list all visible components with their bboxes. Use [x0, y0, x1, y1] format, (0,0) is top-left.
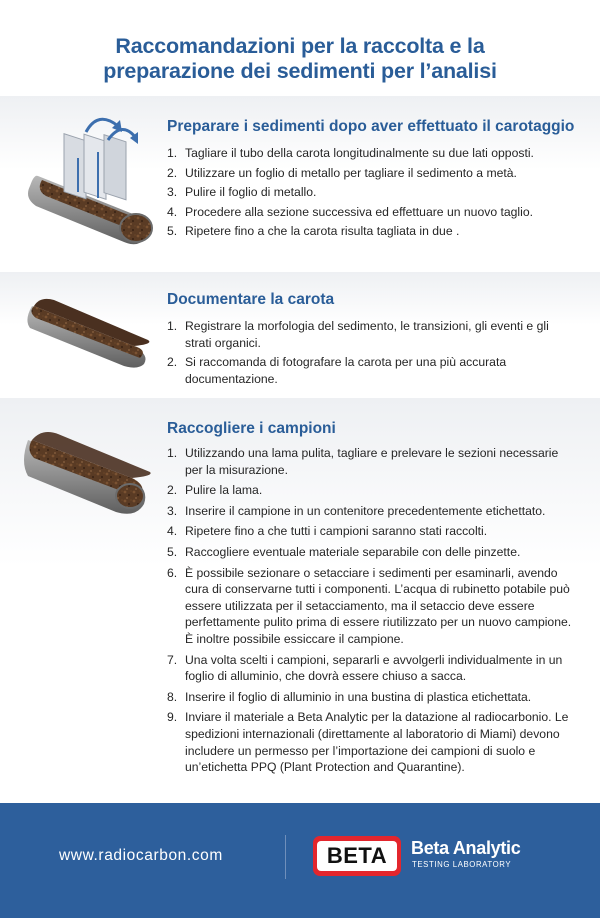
page-title: [0, 34, 600, 84]
steps-list-collect: [167, 445, 577, 776]
list-item: 8. Inserire il foglio di alluminio in una bustina di plastica etichettata.: [167, 689, 532, 704]
beta-logo-text: BETA: [317, 841, 397, 871]
footer: [0, 803, 600, 918]
brand-subtitle: TESTING LABORATORY: [412, 860, 512, 869]
list-item: 2. Utilizzare un foglio di metallo per tagliare il sedimento a metà.: [167, 165, 517, 180]
steps-list-document: [167, 318, 577, 387]
list-item: 2. Pulire la lama.: [167, 483, 263, 498]
website-link[interactable]: www.radiocarbon.com: [59, 847, 223, 864]
list-item: 4. Ripetere fino a che tutti i campioni saranno stati raccolti.: [167, 524, 488, 539]
section-heading-collect: Raccogliere i campioni: [167, 420, 336, 437]
core-cutting-icon: [28, 108, 156, 248]
section-heading-prepare: Preparare i sedimenti dopo aver effettuato il carotaggio: [167, 118, 575, 135]
list-item: 1. Registrare la morfologia del sedimento, le transizioni, gli eventi e gli strati organici.: [167, 319, 549, 350]
core-half-icon: [26, 288, 156, 368]
list-item: 1. Tagliare il tubo della carota longitudinalmente su due lati opposti.: [167, 146, 534, 160]
core-tray-icon: [24, 418, 156, 518]
section-heading-document: Documentare la carota: [167, 291, 335, 308]
page-title-line-1: Raccomandazioni per la raccolta e la: [115, 34, 485, 58]
steps-list-prepare: [167, 145, 577, 240]
page-title-line-2: preparazione dei sedimenti per l’analisi: [103, 59, 497, 83]
list-item: 1. Utilizzando una lama pulita, tagliare e prelevare le sezioni necessarie per la misurazione.: [167, 446, 559, 477]
list-item: 6. È possibile sezionare o setacciare i sedimenti per esaminarli, avendo cura di conservarne tutti i componenti. L’acqua di rubinetto potabile può essere utilizzata per il setacciamento, ma il setaccio deve essere perfettamente pulito prima di essere riutilizzato per un nuovo campione. È inoltre possibile essiccare il campione.: [167, 565, 572, 646]
brand-name: Beta Analytic: [411, 838, 521, 858]
beta-logo-badge: [313, 836, 401, 876]
list-item: 3. Inserire il campione in un contenitore precedentemente etichettato.: [167, 503, 546, 518]
list-item: 9. Inviare il materiale a Beta Analytic per la datazione al radiocarbonio. Le spedizioni internazionali (direttamente al laboratorio di Miami) devono includere un permesso per l’importazione dei campioni di suolo e un’etichetta PPQ (Plant Protection and Quarantine).: [167, 710, 569, 775]
footer-divider: [285, 835, 286, 879]
list-item: 7. Una volta scelti i campioni, separarli e avvolgerli individualmente in un foglio di alluminio, che dovrà essere chiuso a sacca.: [167, 652, 563, 684]
list-item: 2. Si raccomanda di fotografare la carota per una più accurata documentazione.: [167, 355, 507, 386]
list-item: 5. Raccogliere eventuale materiale separabile con delle pinzette.: [167, 544, 521, 559]
list-item: 5. Ripetere fino a che la carota risulta tagliata in due .: [167, 224, 460, 239]
list-item: 3. Pulire il foglio di metallo.: [167, 185, 317, 200]
list-item: 4. Procedere alla sezione successiva ed effettuare un nuovo taglio.: [167, 204, 534, 219]
